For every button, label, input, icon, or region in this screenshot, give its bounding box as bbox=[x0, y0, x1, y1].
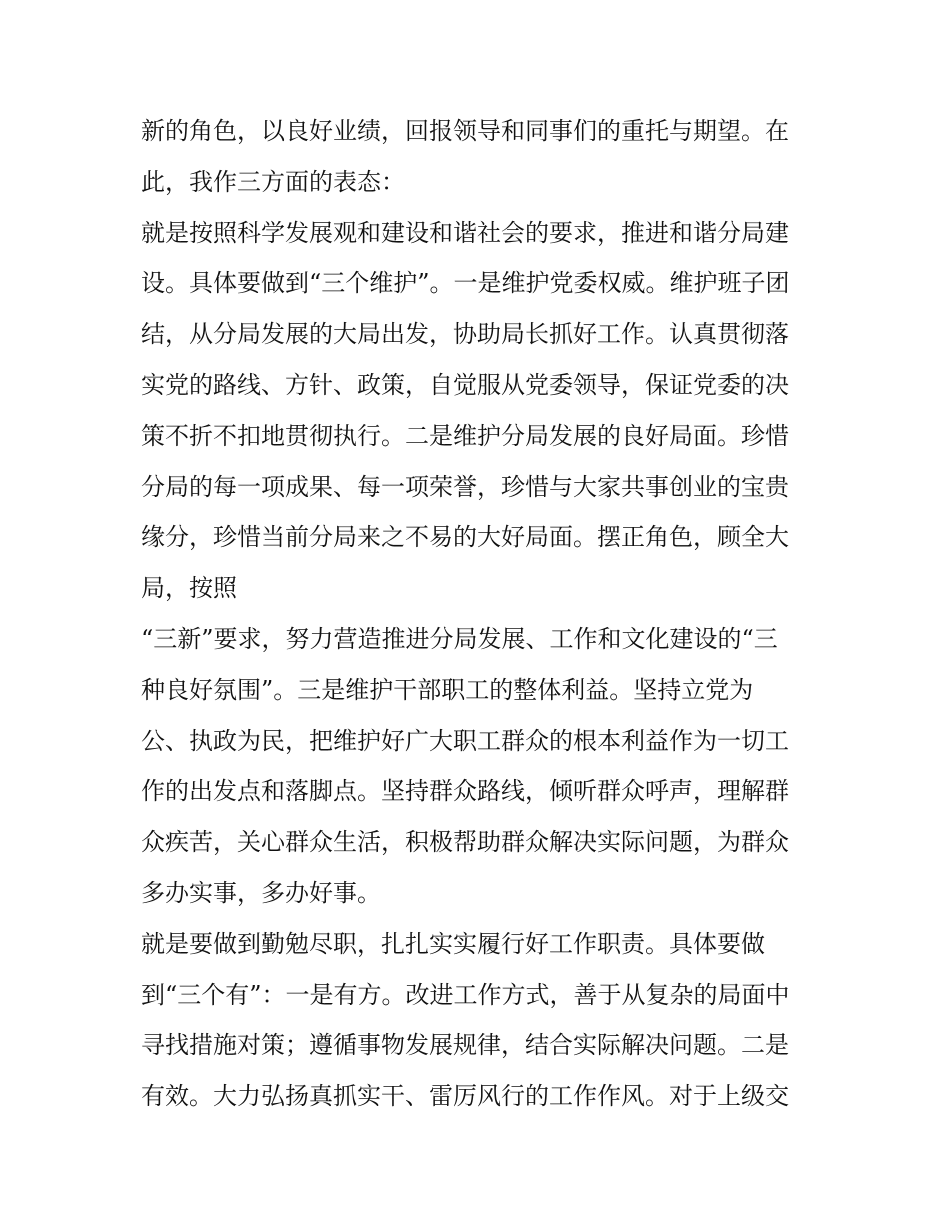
text-line: 有效。大力弘扬真抓实干、雷厉风行的工作作风。对于上级交 bbox=[141, 1082, 789, 1111]
text-line: 就是要做到勤勉尽职，扎扎实实履行好工作职责。具体要做 bbox=[141, 929, 765, 958]
text-line: 分局的每一项成果、每一项荣誉，珍惜与大家共事创业的宝贵 bbox=[141, 472, 789, 501]
text-line: 实党的路线、方针、政策，自觉服从党委领导，保证党委的决 bbox=[141, 370, 789, 399]
text-line: 结，从分局发展的大局出发，协助局长抓好工作。认真贯彻落 bbox=[141, 320, 789, 349]
text-line: 缘分，珍惜当前分局来之不易的大好局面。摆正角色，顾全大 bbox=[141, 523, 789, 552]
text-line: 策不折不扣地贯彻执行。二是维护分局发展的良好局面。珍惜 bbox=[141, 421, 789, 450]
text-line: 新的角色，以良好业绩，回报领导和同事们的重托与期望。在 bbox=[141, 117, 789, 145]
text-line: 到“三个有”：一是有方。改进工作方式，善于从复杂的局面中 bbox=[141, 980, 790, 1009]
text-line: 寻找措施对策；遵循事物发展规律，结合实际解决问题。二是 bbox=[141, 1031, 789, 1060]
body-text bbox=[141, 111, 821, 1127]
text-line: 多办实事，多办好事。 bbox=[141, 878, 381, 907]
text-line: 种良好氛围”。三是维护干部职工的整体利益。坚持立党为 bbox=[141, 675, 754, 704]
text-line: 局，按照 bbox=[141, 574, 237, 603]
text-line: 众疾苦，关心群众生活，积极帮助群众解决实际问题，为群众 bbox=[141, 828, 789, 857]
text-line: “三新”要求，努力营造推进分局发展、工作和文化建设的“三 bbox=[141, 624, 778, 653]
text-line: 作的出发点和落脚点。坚持群众路线，倾听群众呼声，理解群 bbox=[141, 777, 789, 806]
text-line: 就是按照科学发展观和建设和谐社会的要求，推进和谐分局建 bbox=[141, 218, 789, 247]
text-line: 设。具体要做到“三个维护”。一是维护党委权威。维护班子团 bbox=[141, 269, 790, 298]
text-line: 公、执政为民，把维护好广大职工群众的根本利益作为一切工 bbox=[141, 726, 789, 755]
text-line: 此，我作三方面的表态： bbox=[141, 167, 405, 196]
